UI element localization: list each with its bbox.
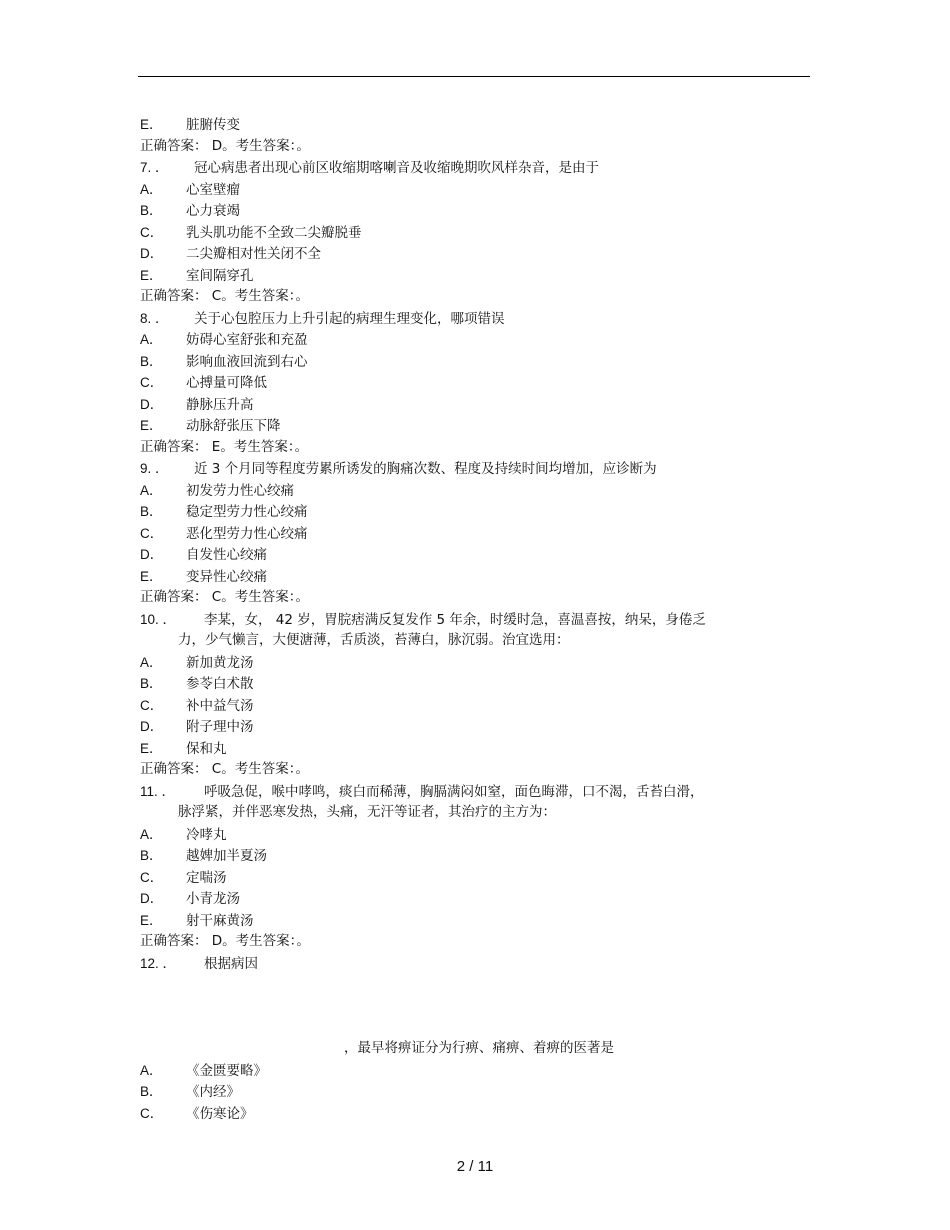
question-stem <box>140 458 810 480</box>
option-letter: C． <box>140 869 164 885</box>
page-number: 2 / 11 <box>456 1158 494 1175</box>
option-letter: A． <box>140 654 163 670</box>
answer-option <box>140 1103 810 1125</box>
option-text: 静脉压升高 <box>186 396 254 413</box>
option-text: 室间隔穿孔 <box>186 267 254 284</box>
question-text: 呼吸急促，喉中哮鸣，痰白而稀薄，胸膈满闷如窒，面色晦滞，口不渴，舌苔白滑， <box>204 783 704 800</box>
question-text: 李某，女， 42 岁，胃脘痞满反复发作 5 年余，时缓时急，喜温喜按，纳呆，身倦乏 <box>204 611 706 628</box>
answer-option <box>140 200 810 222</box>
option-text: 越婢加半夏汤 <box>186 848 267 864</box>
question-number: 10. ． <box>140 611 177 627</box>
option-text: 新加黄龙汤 <box>186 654 254 671</box>
option-text: 冷哮丸 <box>186 826 227 843</box>
answer-option <box>140 824 810 846</box>
answer-option <box>140 114 810 136</box>
option-text: 影响血液回流到右心 <box>186 353 308 370</box>
option-letter: E． <box>140 267 163 283</box>
blank-gap <box>140 974 810 1038</box>
answer-option <box>140 415 810 437</box>
option-text: 动脉舒张压下降 <box>186 418 281 434</box>
answer-option <box>140 695 810 717</box>
option-letter: B． <box>140 203 163 218</box>
answer-option <box>140 523 810 545</box>
question-number: 8. ． <box>140 310 169 326</box>
option-letter: C． <box>140 525 164 541</box>
question-text-continued: ，最早将痹证分为行痹、痛痹、着痹的医著是 <box>344 1040 614 1056</box>
answer-option <box>140 716 810 738</box>
option-letter: E． <box>140 740 163 756</box>
option-text: 二尖瓣相对性关闭不全 <box>186 246 321 262</box>
answer-option <box>140 910 810 932</box>
option-letter: D． <box>140 396 164 412</box>
question-stem <box>140 953 810 975</box>
question-number: 12. ． <box>140 955 177 971</box>
answer-option <box>140 673 810 695</box>
option-text: 变异性心绞痛 <box>186 568 267 585</box>
correct-answer-line: 正确答案： C。考生答案：。 <box>140 288 309 304</box>
option-letter: C． <box>140 1105 164 1121</box>
option-letter: C． <box>140 375 164 390</box>
option-letter: D． <box>140 891 164 906</box>
question-number: 9. ． <box>140 461 169 476</box>
answer-option <box>140 480 810 502</box>
correct-answer-line: 正确答案： D。考生答案：。 <box>140 933 310 949</box>
question-number: 7. ． <box>140 160 169 175</box>
question-stem <box>140 781 810 803</box>
question-stem <box>140 157 810 179</box>
correct-answer-line: 正确答案： C。考生答案：。 <box>140 761 309 777</box>
option-letter: B． <box>140 1084 163 1099</box>
answer-option <box>140 738 810 760</box>
question-text-continued: 脉浮紧，并伴恶寒发热，头痛，无汗等证者，其治疗的主方为： <box>178 804 556 820</box>
option-text: 定喘汤 <box>186 869 227 886</box>
option-text: 《金匮要略》 <box>186 1062 267 1079</box>
question-text: 关于心包腔压力上升引起的病理生理变化，哪项错误 <box>194 310 505 327</box>
option-text: 射干麻黄汤 <box>186 912 254 929</box>
option-text: 《内经》 <box>186 1084 240 1100</box>
option-letter: A． <box>140 181 163 197</box>
option-text: 自发性心绞痛 <box>186 547 267 563</box>
option-letter: D． <box>140 547 164 562</box>
option-letter: C． <box>140 697 164 713</box>
question-stem <box>140 308 810 330</box>
option-letter: E． <box>140 568 163 584</box>
option-text: 附子理中汤 <box>186 719 254 735</box>
answer-option <box>140 1081 810 1103</box>
answer-option <box>140 652 810 674</box>
option-letter: B． <box>140 504 163 519</box>
answer-option <box>140 544 810 566</box>
option-text: 保和丸 <box>186 740 227 757</box>
option-letter: D． <box>140 246 164 261</box>
option-letter: E． <box>140 418 163 433</box>
option-text: 补中益气汤 <box>186 697 254 714</box>
answer-option <box>140 243 810 265</box>
correct-answer-line: 正确答案： C。考生答案：。 <box>140 589 309 605</box>
option-text: 初发劳力性心绞痛 <box>186 482 294 499</box>
header-rule <box>138 76 810 77</box>
answer-option <box>140 888 810 910</box>
option-text: 参苓白术散 <box>186 676 254 692</box>
answer-option <box>140 372 810 394</box>
answer-option <box>140 1060 810 1082</box>
answer-option <box>140 265 810 287</box>
option-letter: A． <box>140 1062 163 1078</box>
answer-option <box>140 394 810 416</box>
answer-option <box>140 867 810 889</box>
option-text: 脏腑传变 <box>186 117 240 133</box>
question-text: 冠心病患者出现心前区收缩期喀喇音及收缩晚期吹风样杂音，是由于 <box>194 160 599 176</box>
option-text: 心搏量可降低 <box>186 375 267 391</box>
option-letter: E． <box>140 912 163 928</box>
correct-answer-line: 正确答案： E。考生答案：。 <box>140 438 309 455</box>
option-text: 稳定型劳力性心绞痛 <box>186 504 308 520</box>
question-number: 11. ． <box>140 783 176 799</box>
answer-option <box>140 351 810 373</box>
option-text: 乳头肌功能不全致二尖瓣脱垂 <box>186 224 362 241</box>
answer-option <box>140 329 810 351</box>
option-text: 小青龙汤 <box>186 891 240 907</box>
option-letter: E． <box>140 117 163 132</box>
option-text: 心力衰竭 <box>186 203 240 219</box>
option-letter: A． <box>140 332 163 347</box>
option-letter: B． <box>140 848 163 863</box>
option-text: 《伤寒论》 <box>186 1105 254 1122</box>
question-stem <box>140 609 810 631</box>
option-letter: B． <box>140 353 163 369</box>
answer-option <box>140 566 810 588</box>
question-text-continued: 力，少气懒言，大便溏薄，舌质淡，苔薄白，脉沉弱。治宜选用： <box>178 632 570 648</box>
answer-option <box>140 501 810 523</box>
correct-answer-line: 正确答案： D。考生答案：。 <box>140 137 310 154</box>
option-letter: A． <box>140 826 163 842</box>
option-text: 恶化型劳力性心绞痛 <box>186 525 308 542</box>
option-text: 妨碍心室舒张和充盈 <box>186 332 308 348</box>
question-text: 近 3 个月同等程度劳累所诱发的胸痛次数、程度及持续时间均增加，应诊断为 <box>194 461 657 477</box>
answer-option <box>140 222 810 244</box>
option-letter: A． <box>140 482 163 498</box>
page-content <box>140 114 810 1124</box>
option-letter: D． <box>140 719 164 734</box>
option-letter: B． <box>140 676 163 691</box>
option-text: 心室壁瘤 <box>186 181 240 198</box>
question-text: 根据病因 <box>204 955 258 972</box>
answer-option <box>140 179 810 201</box>
option-letter: C． <box>140 224 164 240</box>
answer-option <box>140 845 810 867</box>
